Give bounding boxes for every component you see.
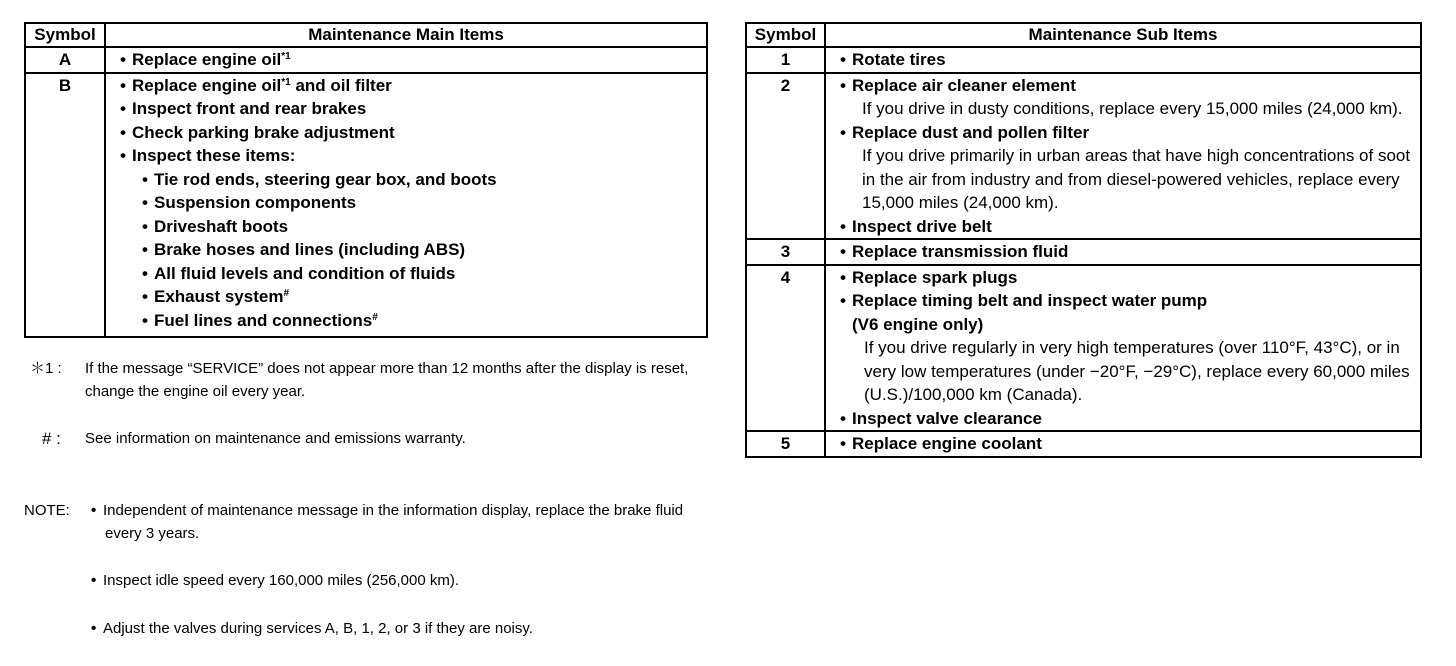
symbol-1: 1	[746, 47, 825, 73]
sub-items-header: Maintenance Sub Items	[825, 23, 1421, 47]
main-maintenance-table	[24, 22, 708, 338]
footnote-text: See information on maintenance and emissions warranty.	[85, 430, 466, 447]
list-item: • Rotate tires	[826, 48, 1420, 72]
main-symbol-header: Symbol	[25, 23, 105, 47]
table-row	[746, 47, 1421, 73]
footnote-mark: # :	[42, 429, 61, 448]
list-item: • Replace engine oil$^{*1}$ and oil filter	[106, 74, 706, 98]
list-item: • Tie rod ends, steering gear box, and boots	[106, 168, 706, 192]
list-item: • Replace timing belt and inspect water pump	[826, 289, 1420, 313]
list-item: • Exhaust system#	[106, 285, 706, 309]
list-item: • Inspect front and rear brakes	[106, 97, 706, 121]
footnote-1	[30, 357, 695, 403]
list-item: • Suspension components	[106, 191, 706, 215]
sub-symbol-header: Symbol	[746, 23, 825, 47]
item-note: If you drive in dusty conditions, replace every 15,000 miles (24,000 km).	[862, 99, 1403, 118]
note-item: • Adjust the valves during services A, B, 1, 2, or 3 if they are noisy.	[91, 617, 704, 640]
item-note: If you drive primarily in urban areas that have high concentrations of soot in the air from industry and from diesel-powered vehicles, replace every 15,000 miles (24,000 km).	[862, 146, 1411, 212]
symbol-b: B	[25, 73, 105, 338]
symbol-a: A	[25, 47, 105, 73]
list-item: • Driveshaft boots	[106, 215, 706, 239]
table-row	[25, 73, 707, 338]
symbol-2: 2	[746, 73, 825, 240]
list-item: • Check parking brake adjustment	[106, 121, 706, 145]
list-item: • Replace air cleaner element	[826, 74, 1420, 98]
list-item-continuation: (V6 engine only)	[852, 314, 984, 334]
table-row	[746, 239, 1421, 265]
footnote-text: If the message “SERVICE” does not appear more than 12 months after the display is reset, change the engine oil every year.	[85, 360, 689, 400]
symbol-4: 4	[746, 265, 825, 432]
list-item: • Inspect valve clearance	[826, 407, 1420, 431]
table-row	[746, 265, 1421, 432]
list-item: • Inspect these items:	[106, 144, 706, 168]
main-items-header: Maintenance Main Items	[105, 23, 707, 47]
sub-maintenance-table	[745, 22, 1422, 458]
list-item: • Replace transmission fluid	[826, 240, 1420, 264]
table-row	[746, 431, 1421, 457]
list-item: • Replace engine coolant	[826, 432, 1420, 456]
note-item: • Inspect idle speed every 160,000 miles (256,000 km).	[91, 569, 704, 592]
note-item: • Independent of maintenance message in the information display, replace the brake fluid every 3 years.	[91, 499, 704, 545]
list-item: • Replace spark plugs	[826, 266, 1420, 290]
footnote-mark: ＊1 :	[30, 360, 62, 377]
symbol-3: 3	[746, 239, 825, 265]
item-note: If you drive regularly in very high temperatures (over 110°F, 43°C), or in very low temperatures (under −20°F, −29°C), replace every 60,000 miles (U.S.)/100,000 km (Canada).	[864, 338, 1410, 404]
list-item: • Inspect drive belt	[826, 215, 1420, 239]
table-row	[25, 47, 707, 73]
list-item: • Replace engine oil$^{*1}$	[106, 48, 706, 72]
list-item: • All fluid levels and condition of fluids	[106, 262, 706, 286]
symbol-5: 5	[746, 431, 825, 457]
note-section	[24, 499, 704, 640]
list-item: • Replace dust and pollen filter	[826, 121, 1420, 145]
note-label: NOTE:	[24, 502, 70, 519]
table-row	[746, 73, 1421, 240]
list-item: • Brake hoses and lines (including ABS)	[106, 238, 706, 262]
footnote-2	[30, 427, 695, 450]
list-item: • Fuel lines and connections#	[106, 309, 706, 333]
